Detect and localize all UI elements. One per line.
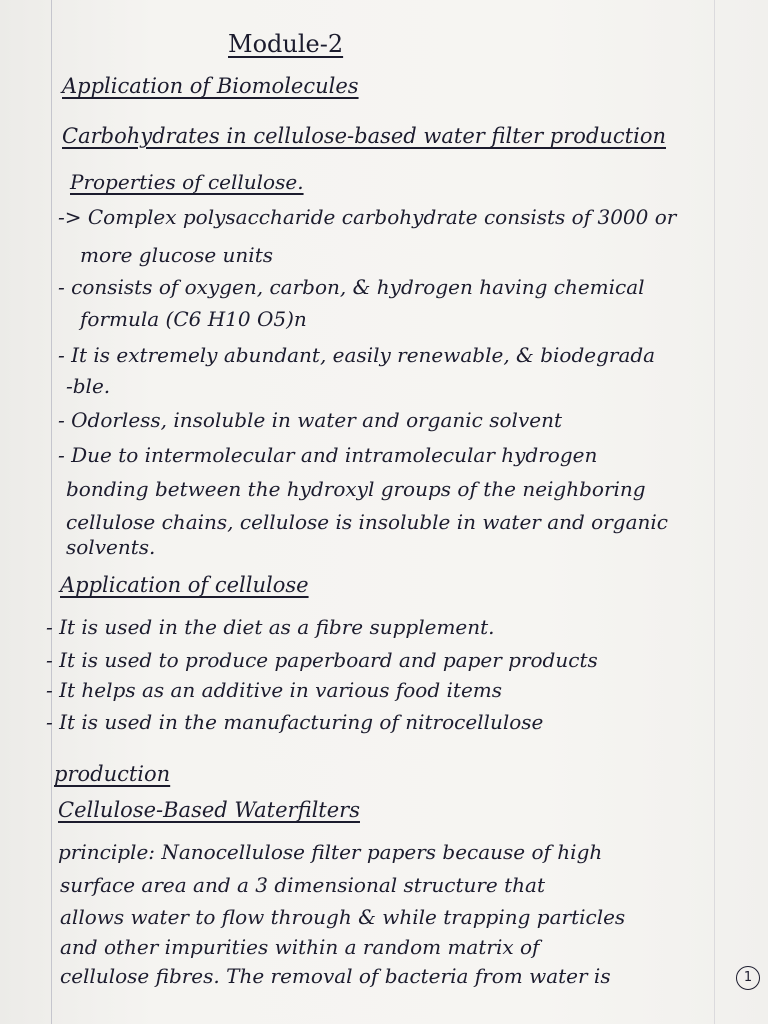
application-item: - It is used in the manufacturing of nitrocellulose (46, 710, 544, 734)
applications-title: Application of cellulose (60, 573, 309, 597)
property-line: more glucose units (80, 243, 273, 267)
property-line: - It is extremely abundant, easily renewable, & biodegrada (58, 343, 656, 367)
margin-line (51, 0, 52, 1024)
application-item: - It is used in the diet as a fibre supplement. (46, 615, 495, 639)
production-line: and other impurities within a random matrix of (60, 935, 540, 959)
properties-title: Properties of cellulose. (70, 170, 304, 194)
property-line: - Odorless, insoluble in water and organic solvent (58, 408, 562, 432)
subheading: Carbohydrates in cellulose-based water filter production (62, 124, 666, 148)
property-line: formula (C6 H10 O5)n (80, 307, 307, 331)
page-number: 1 (736, 966, 760, 990)
property-line: solvents. (66, 535, 156, 559)
property-line: cellulose chains, cellulose is insoluble in water and organic (66, 510, 668, 534)
application-item: - It is used to produce paperboard and paper products (46, 648, 598, 672)
property-line: -ble. (66, 374, 111, 398)
production-title: production (54, 762, 171, 786)
property-line: - consists of oxygen, carbon, & hydrogen having chemical (58, 275, 645, 299)
production-subtitle: Cellulose-Based Waterfilters (58, 798, 360, 822)
application-item: - It helps as an additive in various food items (46, 678, 503, 702)
production-line: surface area and a 3 dimensional structure that (60, 873, 545, 897)
production-line: principle: Nanocellulose filter papers because of high (58, 840, 603, 864)
page-heading: Application of Biomolecules (62, 74, 359, 98)
property-line: bonding between the hydroxyl groups of the neighboring (66, 477, 646, 501)
production-line: cellulose fibres. The removal of bacteria from water is (60, 964, 611, 988)
property-line: -> Complex polysaccharide carbohydrate consists of 3000 or (58, 205, 677, 229)
property-line: - Due to intermolecular and intramolecular hydrogen (58, 443, 598, 467)
production-line: allows water to flow through & while trapping particles (60, 905, 626, 929)
module-title: Module-2 (228, 30, 344, 58)
right-margin-line (714, 0, 715, 1024)
